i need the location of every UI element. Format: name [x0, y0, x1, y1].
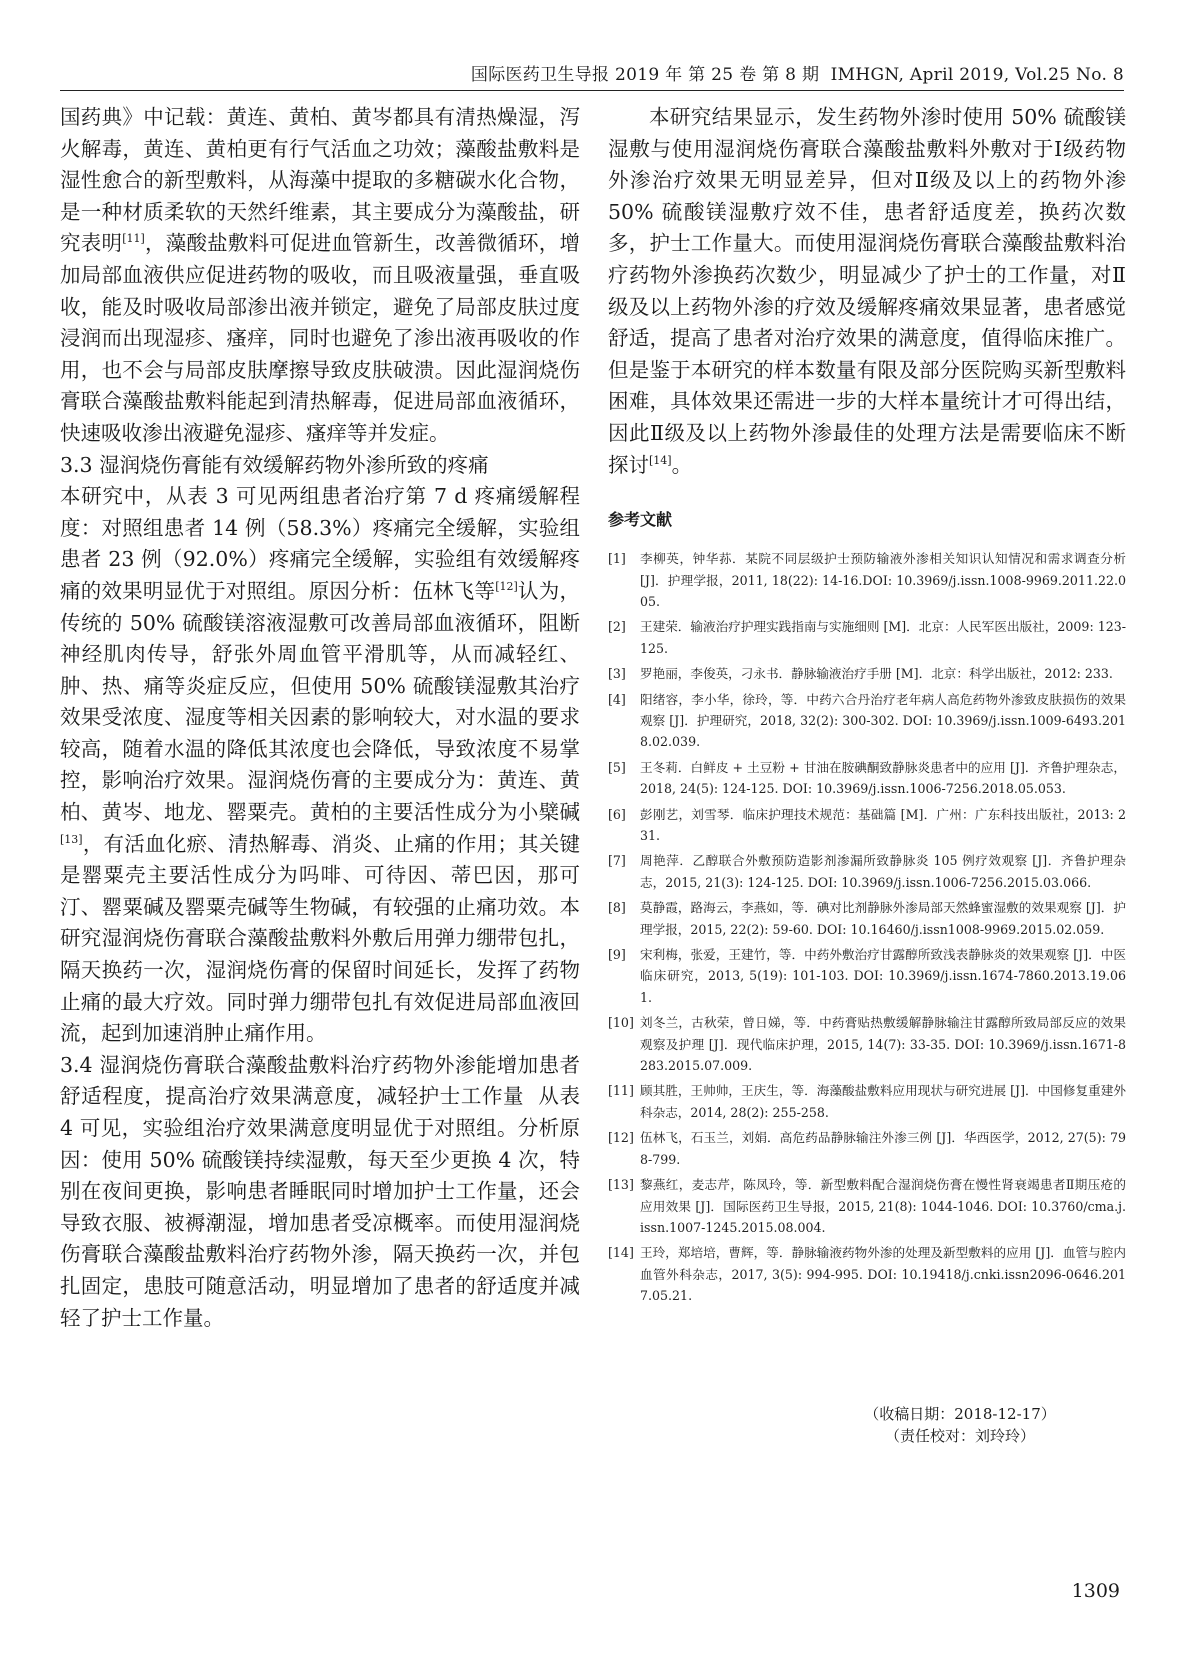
reference-text: 黎燕红，麦志芹，陈凤玲，等．新型敷料配合湿润烧伤膏在慢性肾衰竭患者Ⅱ期压疮的应用效果 [J]．国际医药卫生导报，2015, 21(8): 1044-1046. DOI: 10.3760/cma.j.issn.1007-1245.2015.08.004.: [640, 1177, 1126, 1235]
text-run: ，藻酸盐敷料可促进血管新生，改善微循环，增加局部血液供应促进药物的吸收，而且吸液量强，垂直吸收，能及时吸收局部渗出液并锁定，避免了局部皮肤过度浸润而出现湿疹、瘙痒，同时也避免了渗出液再吸收的作用，也不会与局部皮肤摩擦导致皮肤破溃。因此湿润烧伤膏联合藻酸盐敷料能起到清热解毒，促进局部血液循环，快速吸收渗出液避免湿疹、瘙痒等并发症。: [60, 231, 581, 445]
reference-text: 彭刚艺，刘雪琴．临床护理技术规范：基础篇 [M]．广州：广东科技出版社，2013: 231.: [640, 806, 1126, 843]
reference-number: [13]: [608, 1177, 634, 1193]
reference-item: [608, 1127, 1126, 1170]
running-header: [440, 60, 1124, 88]
reference-item: [608, 548, 1126, 612]
reference-number: [12]: [608, 1130, 634, 1146]
reference-text: 周艳萍．乙醇联合外敷预防造影剂渗漏所致静脉炎 105 例疗效观察 [J]．齐鲁护理杂志，2015, 21(3): 124-125. DOI: 10.3969/j.issn.1006-7256.2015.03.066.: [640, 853, 1126, 890]
section-3-4-heading: [60, 1050, 580, 1334]
reference-number: [11]: [608, 1083, 634, 1099]
reference-text: 宋利梅，张爱，王建竹，等．中药外敷治疗甘露醇所致浅表静脉炎的效果观察 [J]．中医临床研究，2013, 5(19): 101-103. DOI: 10.3969/j.issn.1674-7860.2013.19.061.: [640, 947, 1126, 1005]
paragraph-pain-relief: [60, 481, 580, 1050]
reference-number: [6]: [608, 806, 626, 822]
reference-list: [608, 548, 1126, 1306]
reference-number: [9]: [608, 947, 626, 963]
reference-text: 王建荣．输液治疗护理实践指南与实施细则 [M]．北京：人民军医出版社，2009: 123-125.: [640, 619, 1126, 656]
text-run: 认为，传统的 50% 硫酸镁溶液湿敷可改善局部血液循环，阻断神经肌肉传导，舒张外周血管平滑肌等，从而减轻红、肿、热、痛等炎症反应，但使用 50% 硫酸镁湿敷其治疗效果受浓度、湿度等相关因素的影响较大，对水温的要求较高，随着水温的降低其浓度也会降低，导致浓度不易掌控，影响治疗效果。湿润烧伤膏的主要成分为：黄连、黄柏、黄岑、地龙、罂粟壳。黄柏的主要活性成分为小檗碱: [60, 578, 581, 825]
reference-item: [608, 1080, 1126, 1123]
paragraph-conclusion: [608, 102, 1126, 481]
text-run: 国药典》中记载：黄连、黄柏、黄岑都具有清热燥湿，泻火解毒，黄连、黄柏更有行气活血之功效；藻酸盐敷料是湿性愈合的新型敷料，从海藻中提取的多糖碳水化合物，是一种材质柔软的天然纤维素，其主要成分为藻酸盐，研究表明: [60, 105, 580, 256]
reference-text: 阳绪容，李小华，徐玲，等．中药六合丹治疗老年病人高危药物外渗致皮肤损伤的效果观察 [J]．护理研究，2018, 32(2): 300-302. DOI: 10.3969/j.issn.1009-6493.2018.02.039.: [640, 691, 1126, 750]
text-run: 。: [671, 452, 693, 477]
reference-number: [8]: [608, 900, 626, 916]
left-column: [60, 102, 580, 1334]
reference-item: [608, 757, 1126, 800]
right-column: [608, 102, 1126, 1311]
reference-item: [608, 804, 1126, 847]
proofreader: （责任校对：刘玲玲）: [884, 1427, 1035, 1445]
reference-text: 莫静霞，路海云，李燕如，等．碘对比剂静脉外渗局部天然蜂蜜湿敷的效果观察 [J]．护理学报，2015, 22(2): 59-60. DOI: 10.16460/j.issn1008-9969.2015.02.059.: [640, 900, 1126, 937]
reference-number: [7]: [608, 853, 626, 869]
references-title: 参考文献: [608, 510, 673, 530]
reference-number: [3]: [608, 666, 626, 682]
reference-number: [4]: [608, 691, 626, 707]
reference-number: [1]: [608, 551, 626, 567]
section-3-3-heading: 3.3 湿润烧伤膏能有效缓解药物外渗所致的疼痛: [60, 452, 489, 477]
journal-title-en: IMHGN, April 2019, Vol.25 No. 8: [830, 65, 1124, 85]
received-date: （收稿日期：2018-12-17）: [864, 1405, 1056, 1423]
reference-text: 伍林飞，石玉兰，刘娟．高危药品静脉输注外渗三例 [J]．华西医学，2012, 27(5): 798-799.: [640, 1130, 1126, 1167]
reference-text: 顾其胜，王帅帅，王庆生，等．海藻酸盐敷料应用现状与研究进展 [J]．中国修复重建外科杂志，2014, 28(2): 255-258.: [640, 1083, 1126, 1120]
reference-item: [608, 1242, 1126, 1306]
reference-text: 王冬莉．白鲜皮 + 土豆粉 + 甘油在胺碘酮致静脉炎患者中的应用 [J]．齐鲁护理杂志，2018, 24(5): 124-125. DOI: 10.3969/j.issn.1006-7256.2018.05.053.: [640, 759, 1126, 797]
reference-item: [608, 1174, 1126, 1238]
reference-number: [10]: [608, 1015, 634, 1031]
text-run: ，有活血化瘀、清热解毒、消炎、止痛的作用；其关键是罂粟壳主要活性成分为吗啡、可待因、蒂巴因，那可汀、罂粟碱及罂粟壳碱等生物碱，有较强的止痛功效。本研究湿润烧伤膏联合藻酸盐敷料外敷后用弹力绷带包扎，隔天换药一次，湿润烧伤膏的保留时间延长，发挥了药物止痛的最大疗效。同时弹力绷带包扎有效促进局部血液回流，起到加速消肿止痛作用。: [60, 831, 580, 1046]
reference-text: 王玲，郑培培，曹辉，等．静脉输液药物外渗的处理及新型敷料的应用 [J]．血管与腔内血管外科杂志，2017, 3(5): 994-995. DOI: 10.19418/j.cnki.issn2096-0646.2017.05.21.: [640, 1245, 1126, 1304]
reference-text: 李柳英，钟华荪．某院不同层级护士预防输液外渗相关知识认知情况和需求调查分析 [J]．护理学报，2011, 18(22): 14-16.DOI: 10.3969/j.issn.1008-9969.2011.22.005.: [640, 551, 1126, 609]
section-3-4-title: 3.4 湿润烧伤膏联合藻酸盐敷料治疗药物外渗能增加患者舒适程度，提高治疗效果满意度，减轻护士工作量: [60, 1052, 580, 1109]
reference-number: [2]: [608, 619, 626, 635]
reference-item: [608, 1012, 1126, 1076]
reference-item: [608, 663, 1126, 684]
reference-text: 刘冬兰，古秋荣，曾日娣，等．中药膏贴热敷缓解静脉输注甘露醇所致局部反应的效果观察及护理 [J]．现代临床护理，2015, 14(7): 33-35. DOI: 10.3969/j.issn.1671-8283.2015.07.009.: [640, 1015, 1126, 1074]
reference-number: [14]: [608, 1245, 634, 1261]
manuscript-dates: [840, 1403, 1080, 1447]
reference-item: [608, 897, 1126, 940]
text-run: 本研究结果显示，发生药物外渗时使用 50% 硫酸镁湿敷与使用湿润烧伤膏联合藻酸盐敷料外敷对于Ⅰ级药物外渗治疗效果无明显差异，但对Ⅱ级及以上的药物外渗 50% 硫酸镁湿敷疗效不佳，患者舒适度差，换药次数多，护士工作量大。而使用湿润烧伤膏联合藻酸盐敷料治疗药物外渗换药次数少，明显减少了护士的工作量，对Ⅱ级及以上药物外渗的疗效及缓解疼痛效果显著，患者感觉舒适，提高了患者对治疗效果的满意度，值得临床推广。但是鉴于本研究的样本数量有限及部分医院购买新型敷料困难，具体效果还需进一步的大样本量统计才可得出结，因此Ⅱ级及以上药物外渗最佳的处理方法是需要临床不断探讨: [608, 105, 1126, 477]
citation-14: [14]: [649, 453, 672, 467]
paragraph-tcm-dressing: [60, 102, 580, 450]
header-rule: [60, 90, 1124, 91]
reference-number: [5]: [608, 759, 626, 775]
citation-12: [12]: [495, 580, 518, 594]
citation-11: [11]: [122, 232, 145, 246]
journal-title-cn: 国际医药卫生导报 2019 年 第 25 卷 第 8 期: [470, 65, 820, 85]
reference-text: 罗艳丽，李俊英，刁永书．静脉输液治疗手册 [M]．北京：科学出版社，2012: 233.: [640, 666, 1113, 682]
reference-item: [608, 689, 1126, 753]
text-run: 本研究中，从表 3 可见两组患者治疗第 7 d 疼痛缓解程度：对照组患者 14 例（58.3%）疼痛完全缓解，实验组患者 23 例（92.0%）疼痛完全缓解，实验组有效缓解疼痛的效果明显优于对照组。原因分析：伍林飞等: [60, 484, 580, 603]
citation-13: [13]: [60, 832, 83, 846]
reference-item: [608, 850, 1126, 893]
section-3-4-body: 从表 4 可见，实验组治疗效果满意度明显优于对照组。分析原因：使用 50% 硫酸镁持续湿敷，每天至少更换 4 次，特别在夜间更换，影响患者睡眠同时增加护士工作量，还会导致衣服、被褥潮湿，增加患者受凉概率。而使用湿润烧伤膏联合藻酸盐敷料治疗药物外渗，隔天换药一次，并包扎固定，患肢可随意活动，明显增加了患者的舒适度并减轻了护士工作量。: [60, 1084, 581, 1330]
reference-item: [608, 616, 1126, 659]
reference-item: [608, 944, 1126, 1008]
page-number: 1309: [1071, 1580, 1120, 1602]
